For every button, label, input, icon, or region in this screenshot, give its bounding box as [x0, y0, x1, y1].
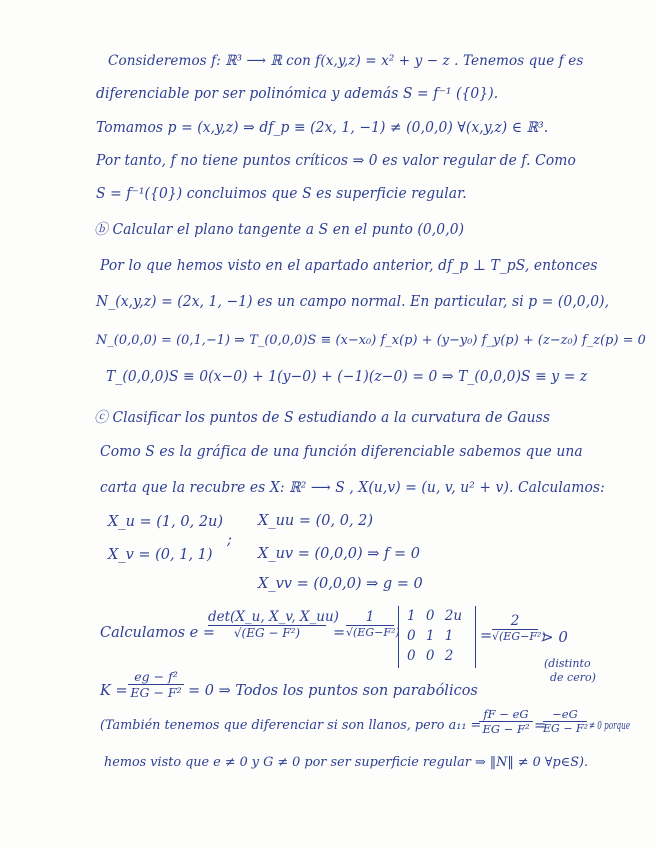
e-equals-1: =	[333, 625, 346, 641]
derivative-xu: X_u = (1, 0, 2u)	[108, 514, 224, 530]
k-fraction	[128, 669, 184, 700]
text-line-7: Por lo que hemos visto en el apartado anterior, df_p ⊥ T_pS, entonces	[100, 258, 598, 274]
e-fraction-2-denominator: √(EG−F²)	[346, 626, 400, 639]
closing-line-2: hemos visto que e ≠ 0 y G ≠ 0 por ser superficie regular ⇒ ‖N‖ ≠ 0 ∀p∈S).	[104, 755, 589, 770]
closing-fraction-1	[479, 707, 533, 736]
closing-fraction-2-numerator: −eG	[552, 707, 578, 721]
derivative-xv: X_v = (0, 1, 1)	[108, 547, 213, 563]
derivative-xuu: X_uu = (0, 0, 2)	[258, 513, 374, 529]
derivative-xvv: X_vv = (0,0,0) ⇒ g = 0	[258, 576, 423, 592]
closing-line-1: (También tenemos que diferenciar si son llanos, pero a₁₁ =	[100, 718, 482, 733]
text-line-5: S = f⁻¹({0}) concluimos que S es superficie regular.	[96, 186, 467, 202]
e-fraction-3-denominator: √(EG−F²)	[492, 630, 546, 643]
k-fraction-denominator: EG − F²	[130, 685, 182, 700]
e-fraction-1	[208, 609, 339, 640]
text-line-13: carta que la recubre es X: ℝ² ⟶ S , X(u,v) = (u, v, u² + v). Calculamos:	[100, 480, 605, 496]
text-line-3: Tomamos p = (x,y,z) ⇒ df_p ≡ (2x, 1, −1) ≠ (0,0,0) ∀(x,y,z) ∈ ℝ³.	[96, 120, 549, 136]
text-line-4: Por tanto, f no tiene puntos críticos ⇒ 0 es valor regular de f. Como	[96, 153, 576, 169]
section-b-heading: ⓑ Calcular el plano tangente a S en el punto (0,0,0)	[94, 222, 465, 238]
e-fraction-2-numerator: 1	[365, 609, 375, 625]
matrix-row-2: 0 1 1	[407, 628, 454, 644]
text-line-2: diferenciable por ser polinómica y además S = f⁻¹ ({0}).	[96, 86, 499, 102]
closing-fraction-2-denominator: EG − F²	[543, 722, 589, 735]
text-line-8: N_(x,y,z) = (2x, 1, −1) es un campo normal. En particular, si p = (0,0,0),	[96, 294, 610, 310]
e-fraction-2	[346, 609, 400, 639]
closing-tail: ≠ 0 porque	[589, 718, 631, 732]
k-conclusion: = 0 ⇒ Todos los puntos son parabólicos	[188, 683, 478, 699]
text-line-12: Como S es la gráfica de una función diferenciable sabemos que una	[100, 444, 583, 460]
section-c-heading: ⓒ Clasificar los puntos de S estudiando a la curvatura de Gauss	[94, 410, 551, 426]
text-line-9: N_(0,0,0) = (0,1,−1) ⇒ T_(0,0,0)S ≡ (x−x₀) f_x(p) + (y−y₀) f_y(p) + (z−z₀) f_z(p) = 0	[96, 333, 646, 348]
e-equals-2: =	[480, 628, 493, 644]
text-line-10: T_(0,0,0)S ≡ 0(x−0) + 1(y−0) + (−1)(z−0) = 0 ⇒ T_(0,0,0)S ≡ y = z	[106, 369, 588, 385]
determinant-matrix	[398, 606, 476, 668]
k-lead: K =	[100, 683, 128, 699]
closing-fraction-2	[543, 707, 587, 735]
text-line-1: Consideremos f: ℝ³ ⟶ ℝ con f(x,y,z) = x² + y − z . Tenemos que f es	[108, 53, 584, 69]
e-fraction-3	[492, 613, 546, 643]
e-fraction-1-denominator: √(EG − F²)	[233, 626, 301, 640]
e-calc-lead: Calculamos e =	[100, 625, 215, 641]
closing-fraction-1-numerator: fF − eG	[483, 707, 529, 721]
e-note-line-1: (distinto	[544, 657, 591, 670]
matrix-row-1: 1 0 2u	[407, 608, 463, 624]
e-fraction-3-numerator: 2	[510, 613, 520, 629]
e-fraction-1-numerator: det(X_u, X_v, X_uu)	[208, 609, 339, 625]
closing-fraction-1-denominator: EG − F²	[482, 722, 530, 736]
derivative-separator: ;	[227, 532, 232, 548]
e-note-line-2: de cero)	[550, 671, 596, 684]
e-result: > 0	[541, 628, 568, 646]
k-fraction-numerator: eg − f²	[134, 669, 178, 684]
derivative-xuv: X_uv = (0,0,0) ⇒ f = 0	[258, 546, 421, 562]
matrix-row-3: 0 0 2	[407, 648, 454, 664]
closing-equals: =	[534, 718, 547, 734]
